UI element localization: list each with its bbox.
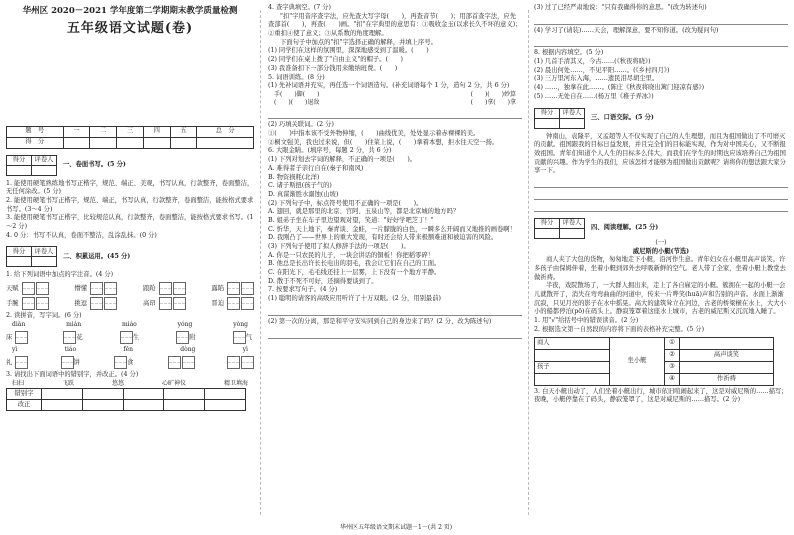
pinyin-line — [6, 346, 254, 354]
idiom-blank[interactable]: ( )( )妙算 — [470, 90, 516, 98]
answer-box[interactable] — [114, 356, 127, 369]
reading-paragraph: 商人夹了大包的货物，匆匆地走下小艇，沿河作生意。青年妇女在小艇里高声谈笑。许多孩子由保姆伴着，坐着小艇到郊外去呼吸新鲜的空气。老人带了全家，坐着小艇上教堂去做祈祷。 — [534, 256, 786, 281]
grader-reviewer-label: 评卷人 — [32, 155, 57, 165]
typo-cell[interactable] — [123, 400, 164, 411]
table-cell[interactable]: 作祈祷 — [680, 373, 774, 385]
table-cell[interactable]: 高声谈笑 — [680, 349, 774, 361]
exam-title: 五年级语文试题(卷) — [66, 20, 194, 36]
answer-line[interactable] — [268, 306, 522, 316]
score-header: 五 — [170, 126, 197, 137]
sub-item: (1) 几首手清其又，今古……(《秋夜将晓》) — [534, 58, 651, 66]
pinyin: yòng — [233, 320, 248, 328]
grader-cell — [7, 257, 32, 267]
word: 手腕 — [6, 300, 19, 308]
section-title: 一、卷面书写。(5 分) — [63, 160, 126, 168]
answer-box[interactable] — [90, 297, 103, 310]
sub-question: (1) 聪明的请客的高级应用听许了十万双眼。(2 分，用别最前) — [268, 295, 441, 303]
pinyin: yóng — [177, 320, 193, 328]
score-row-label: 得 分 — [7, 137, 64, 148]
question: 3. 请找出下面词语中的错别字，并改正。(4 分) — [6, 371, 139, 379]
table-num: ① — [665, 337, 680, 349]
idiom-blank[interactable]: ( )拿( )拿 — [470, 99, 516, 107]
score-header: 总 分 — [197, 126, 254, 137]
option: A. 翅回，就是那里的北京、宫阿、玉泉山等，都是北京城的地方吗？ — [268, 208, 460, 216]
grader-cell — [535, 228, 560, 238]
table-cell[interactable] — [535, 373, 610, 385]
table-cell[interactable] — [680, 337, 774, 349]
grader-score-label: 得分 — [535, 218, 560, 228]
sub-item: (2) 晨出何处……，不见平阳……。(《乡村四月》) — [534, 66, 670, 74]
grader-reviewer-label: 评卷人 — [560, 218, 585, 228]
word: 露陷 — [211, 285, 224, 293]
typo-cell[interactable] — [205, 400, 246, 411]
section-title: 三、口语交际。(5 分) — [591, 113, 654, 121]
score-cell — [143, 137, 170, 148]
answer-line[interactable] — [268, 109, 522, 119]
typo-word: 扫扫 — [12, 380, 25, 388]
score-header: 题 号 — [7, 126, 64, 137]
grader-cell — [535, 118, 560, 128]
typo-cell[interactable] — [42, 400, 83, 411]
grader-score-label: 得分 — [7, 247, 32, 257]
typo-word: 飞跃 — [61, 380, 74, 388]
table-num: ② — [665, 349, 680, 361]
sub-item: (1) 同学们在这样的氛围里，深深地感受到了温暖。( ) — [268, 47, 429, 55]
answer-box[interactable] — [22, 297, 35, 310]
criteria-line: 1. 能使用硬笔熟练地书写正楷字，规范、端正、美观，书写认真，行款整齐，卷面整洁，无任何涂改。(5 分) — [6, 179, 254, 196]
question: 5. 词语训练。(8 分) — [268, 73, 325, 81]
answer-box[interactable] — [61, 356, 74, 369]
word: 懵懂 — [74, 285, 88, 293]
word: 晋迫 — [211, 300, 224, 308]
question: 2. 根据选文第一自然段的内容将下面的表格补充完整。(5 分) — [534, 325, 705, 333]
answer-box[interactable] — [90, 282, 103, 295]
pinyin: yì — [12, 346, 18, 354]
idiom-blank[interactable]: ( )( )退敌 — [274, 99, 320, 107]
sub-item: (4) ……，独拿在此……。(陈庄《秋夜将晓出篱门迎凉有感》) — [534, 84, 705, 92]
typo-cell[interactable] — [42, 389, 83, 400]
exam-name: 华州区 2020－2021 学年度第二学期期末教学质量检测 — [22, 6, 238, 16]
word-row — [6, 331, 254, 344]
pinyin: mián — [66, 320, 82, 328]
score-table — [6, 126, 254, 149]
typo-cell[interactable] — [164, 400, 205, 411]
option: C. 诸子斯扭(孩子气的) — [268, 182, 332, 190]
answer-box[interactable] — [173, 297, 186, 310]
grader-score-label: 得分 — [7, 155, 32, 165]
answer-line[interactable] — [534, 178, 788, 188]
typo-word: 精卫填海 — [223, 380, 248, 388]
word: 气 — [245, 334, 252, 342]
word: 食 — [127, 359, 134, 367]
table-cell[interactable] — [535, 349, 610, 361]
sub-question: (3) 下列句子使用了拟人修辞手法的一项是( )。 — [268, 243, 410, 251]
answer-box[interactable] — [63, 331, 76, 344]
pinyin: miáo — [121, 320, 137, 328]
answer-box[interactable] — [36, 297, 49, 310]
table-num: ④ — [665, 373, 680, 385]
question-text: "扣"字用音序查字法，应先查大写字母( )，再查音节( )；用部首查字法，应先查部首( )，再查( )画。"扣"在字典里的意思有：①吸收金玉(以求长久不坏的意义)；②重扣④使了意义；③从系数的角度理解。 — [268, 12, 522, 38]
idiom-blanks — [268, 91, 522, 99]
sub-item: (2) 同学们在桌上拨了"自由主义"的帽子。( ) — [268, 56, 403, 64]
pinyin-line — [6, 321, 254, 329]
sub-question: (2) 巧填关联词。(2 分) — [268, 121, 334, 129]
answer-box[interactable] — [173, 282, 186, 295]
section-1-header — [6, 155, 254, 176]
idiom-blank[interactable]: 手( )脚( ) — [274, 90, 320, 98]
word: 踉跄 — [142, 285, 156, 293]
section-4-header — [534, 218, 788, 239]
column-divider — [260, 10, 261, 515]
question: 3. 白天小艇出动了，人们坐着小艇出行，城市依旧喧闹起来了，这是对威尼斯的……描写；夜晚，小艇停靠在了码头，静寂笼罩了，这是对威尼斯的……描写。(2 分) — [534, 387, 788, 404]
question: 4. 查字典填空。(7 分) — [268, 4, 332, 11]
word: 床 — [6, 334, 13, 342]
answer-line[interactable] — [534, 190, 788, 200]
sub-item: ①( )中指本该不受外物伸缩，( )曲线优美，处处显示着赤裸裸的美。 — [268, 130, 480, 138]
typo-cell[interactable] — [164, 389, 205, 400]
question: 7. 按要求写句子。(4 分) — [268, 286, 338, 294]
answer-line[interactable] — [534, 15, 788, 25]
score-cell — [90, 137, 117, 148]
answer-box[interactable] — [104, 282, 117, 295]
option: D. 散于不死不可好，还摘得要谈到了。 — [268, 277, 378, 285]
typo-cell[interactable] — [82, 400, 123, 411]
question: 1. 用"√"给括号中的错误读音。(2 分) — [534, 317, 639, 325]
score-header: 二 — [90, 126, 117, 137]
sub-question: (2) 下列句子中，标点符号使用不正确的一项是( )。 — [268, 199, 423, 207]
grader-cell — [560, 228, 585, 238]
grader-score-label: 得分 — [535, 108, 560, 118]
answer-box[interactable] — [36, 282, 49, 295]
section-title: 四、阅读理解。(25 分) — [591, 224, 659, 232]
grader-box — [6, 155, 57, 176]
sub-question: (1) 下列对划去字词的解释，不正确的一项是( )。 — [268, 156, 417, 164]
typo-word: 心旷神仪 — [161, 380, 186, 388]
typo-words — [6, 380, 254, 388]
pinyin-row — [6, 282, 254, 295]
word: 高昂 — [142, 300, 156, 308]
grader-box — [6, 246, 57, 267]
score-header: 四 — [143, 126, 170, 137]
option: B. 他总是长出许长长电出的羽毛，我会让它们在自己的工面。 — [268, 260, 441, 268]
answer-box[interactable] — [176, 331, 189, 344]
typo-word: 悠悠 — [111, 380, 124, 388]
sub-question: (1) 先补词语并充实，再任选一个词语造句。(补充词语每个 1 分，造句 2 分，共 6 分) — [268, 82, 510, 90]
word: 花 — [76, 334, 83, 342]
sub-question: (4) 学习了(请装)……天会，理解深意，要不知你道。(改为疑问句) — [534, 26, 719, 34]
option: B. 姐弟子坐在车子里边望观对望，笑道："好好学吧芝丁！" — [268, 216, 434, 224]
word-row — [6, 356, 254, 369]
question: 6. 大眼金睛。(填序号，每题 2 分，共 6 分) — [268, 147, 392, 155]
sub-question: (2) 第一次的分离，那是和平守安实同到自己的身边来了吗？(2 分，改为陈述句) — [268, 317, 492, 325]
score-header: 三 — [117, 126, 144, 137]
typo-table — [6, 388, 246, 411]
answer-line[interactable] — [268, 329, 522, 339]
option: A. 难得者子亲行自在(秦子和南风) — [268, 164, 364, 172]
idiom-blanks — [268, 99, 522, 107]
typo-cell[interactable] — [205, 389, 246, 400]
pinyin: fěn — [123, 346, 133, 354]
answer-box[interactable] — [227, 282, 240, 295]
answer-box[interactable] — [159, 297, 172, 310]
sub-question: (3) 过了已经严肃地说："只有我确得你的意思。"(改为转述句) — [534, 4, 707, 11]
pinyin: dòng — [180, 346, 196, 354]
answer-box[interactable] — [104, 297, 117, 310]
column-1 — [6, 4, 254, 411]
question: 8. 根据内容填空。(5 分) — [534, 49, 604, 57]
option: B. 物资损耗(北洋) — [268, 173, 320, 181]
word: 礼 — [6, 359, 13, 367]
passage: 钟南山，袁隆平，又孟超等人不仅实现了自己的人生理想，而且为祖国做出了不可磨灭的贡献。祖国跟我的目标日益发展，并且完全们的目标能实现，作为对中国关心，又不断报效祖国。青年们知道个人人生的目标多么伟大，而我们在学生的时期也应该培养自己为祖国贡献的兴趣。作为学生的我们，应该怎样才能够为祖国做出贡献呢？请将你的想法跟大家分享一下。 — [534, 132, 786, 175]
answer-box[interactable] — [227, 297, 240, 310]
answer-box[interactable] — [15, 356, 28, 369]
grader-box — [534, 218, 585, 239]
question-text: 下面句子中加点的"扣"字选择正确的解释，并填上序号。 — [280, 38, 437, 46]
table-cell[interactable]: 商人 — [535, 337, 610, 349]
answer-box[interactable] — [241, 282, 254, 295]
option: D. 真谋渐胜水溺蚀(山坡) — [268, 190, 339, 198]
answer-box[interactable] — [168, 356, 181, 369]
sub-item: (3) 我准备扣下一部分钱用来缴纳班费。( ) — [268, 64, 398, 72]
reading-title: 威尼斯的小艇(节选) — [632, 247, 690, 255]
page-footer: 华州区五年级语文期末试题－1－(共 2 页) — [340, 524, 453, 531]
column-divider — [528, 10, 529, 515]
word: 天赋 — [6, 285, 19, 293]
grader-cell — [7, 165, 32, 175]
question: 1. 给下列词语中加点的字注音。(4 分) — [6, 271, 114, 279]
criteria-line: 3. 能使用硬笔书写正楷字，比较规范认真，行款整齐，卷面整洁，能按格式要求书写。(1～2 分) — [6, 214, 254, 231]
option: A. 你是一只农民的儿子，一块会讲话的铜板！你把稻零碎！ — [268, 251, 434, 259]
typo-row-label: 错别字 — [7, 389, 42, 400]
pinyin: yì — [242, 346, 248, 354]
table-cell[interactable] — [680, 361, 774, 373]
grader-cell — [32, 257, 57, 267]
word: 挑逗 — [74, 300, 88, 308]
grader-reviewer-label: 评卷人 — [32, 247, 57, 257]
criteria-line: 2. 能使用硬笔书写正楷字，规范、端正，书写认真，行款整齐，卷面整洁，能按格式要求书写。(3～4 分) — [6, 197, 254, 213]
option: C. 在阳光下，毛毛线还挂上一层雾，上下没有一个地方平静。 — [268, 269, 441, 277]
grader-cell — [32, 165, 57, 175]
word: 附 — [189, 334, 196, 342]
column-2 — [268, 4, 522, 341]
word: 饼 — [73, 359, 80, 367]
question: 2. 读拼音，写字词。(6 分) — [6, 312, 82, 320]
sub-item: ②桐文强美，我也过来说，但( )住菜上说，( )拿着本想，拒水往天空一扬。 — [268, 138, 499, 146]
answer-box[interactable] — [241, 356, 254, 369]
answer-box[interactable] — [120, 331, 133, 344]
section-title: 二、积累运用。(45 分) — [63, 252, 131, 260]
grader-box — [534, 108, 585, 129]
answer-line[interactable] — [534, 202, 788, 212]
typo-cell[interactable] — [123, 389, 164, 400]
score-cell — [170, 137, 197, 148]
sub-item: (3) 三万里河东入海，……遗民泪尽胡尘里。 — [534, 75, 659, 83]
answer-box[interactable] — [22, 282, 35, 295]
pinyin: diàn — [12, 320, 26, 328]
pinyin-row — [6, 297, 254, 310]
typo-cell[interactable] — [82, 389, 123, 400]
reading-number: (一) — [655, 238, 667, 246]
answer-box[interactable] — [233, 331, 246, 344]
pinyin: tiáo — [64, 346, 77, 354]
option: D. 我刚凸了——世界上的重大发现，有时还会给人带来极额难道和被迫害的风险。 — [268, 234, 498, 242]
score-cell — [117, 137, 144, 148]
answer-box[interactable] — [241, 297, 254, 310]
column-3 — [534, 4, 788, 405]
option: C. 忻华，天上地下，秦青谈、金蛙，一片朦胧的白色，一瞬多么开阔而又地推的画卷啊！ — [268, 225, 516, 233]
answer-line[interactable] — [534, 37, 788, 47]
section-3-header — [534, 108, 788, 129]
section-2-header — [6, 246, 254, 267]
score-cell — [63, 137, 90, 148]
grader-reviewer-label: 评卷人 — [560, 108, 585, 118]
answer-box[interactable] — [227, 356, 240, 369]
table-cell[interactable]: 孩子 — [535, 361, 610, 373]
answer-box[interactable] — [182, 356, 195, 369]
score-header: 一 — [63, 126, 90, 137]
reading-paragraph: 半夜，戏院散场了，一大群人拥出来，走上了各自雇定的小艇。簇拥在一起的小艇一会儿就散开了，消失在弯弯曲曲的河道中，传来一片哗笑(huā)声和告别的声音。水面上渐渐沉寂，只见月亮的影子在水中摇晃。高大的建筑耸立在河边，古老的桥梁横在水上，大大小小的船都停泊(pō)在码头上。静寂笼罩着这座水上城市，古老的威尼斯又沉沉地入睡了。 — [534, 282, 786, 316]
sub-item: (5) ……无处自在……(杨万里《稚子弄冰》) — [534, 92, 654, 100]
grader-cell — [560, 118, 585, 128]
criteria-line: 4. 0 分：书写不认真，卷面不整洁，乱涂乱抹。(0 分) — [6, 231, 157, 239]
table-num: ③ — [665, 361, 680, 373]
word: 生 — [132, 334, 140, 342]
typo-row-label: 改正 — [7, 400, 42, 411]
reading-table — [534, 337, 774, 386]
score-cell — [197, 137, 254, 148]
answer-box[interactable] — [15, 331, 28, 344]
answer-box[interactable] — [159, 282, 172, 295]
table-center-label: 坐小艇 — [610, 337, 665, 385]
